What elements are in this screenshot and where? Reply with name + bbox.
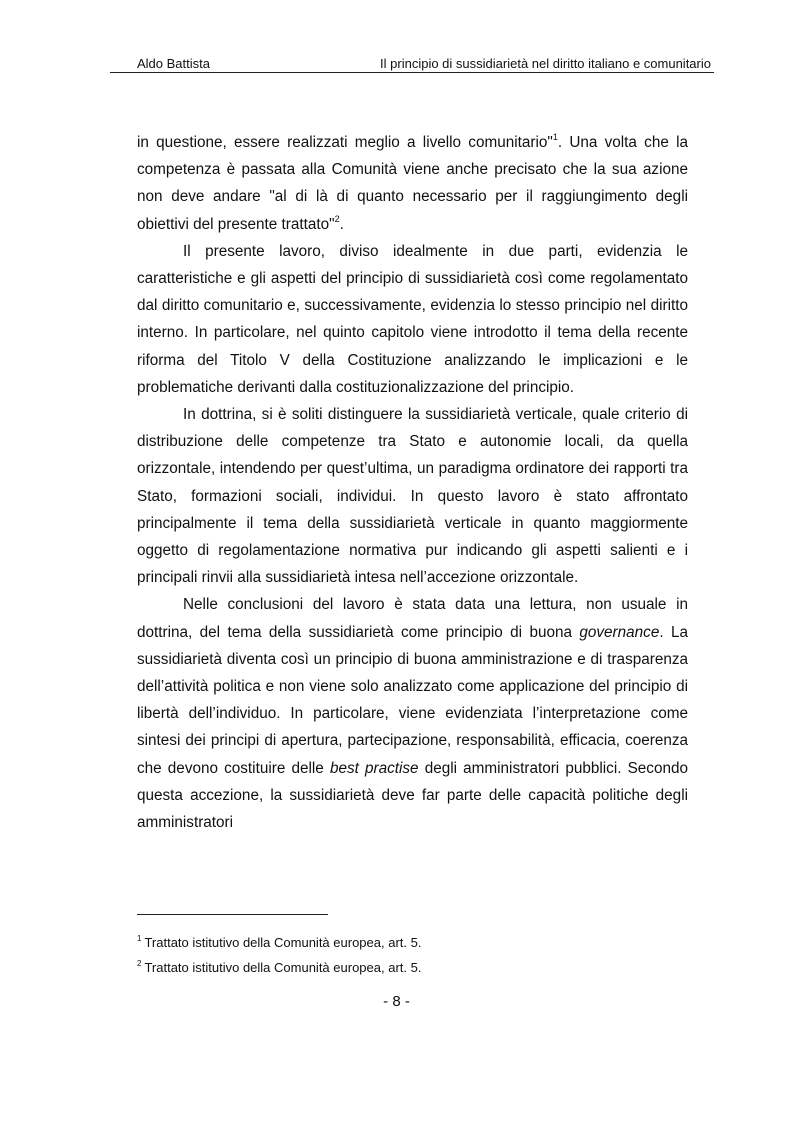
- footnote-2-number: 2: [137, 959, 142, 968]
- paragraph-1-text-c: .: [339, 215, 344, 233]
- header-author: Aldo Battista: [137, 56, 210, 71]
- emphasis-governance: governance: [579, 623, 660, 641]
- paragraph-4: [137, 591, 688, 836]
- footnote-1: [137, 930, 688, 955]
- running-header: [137, 55, 713, 73]
- footnote-2-text: Trattato istitutivo della Comunità europea, art. 5.: [144, 960, 422, 975]
- footnote-1-text: Trattato istitutivo della Comunità europea, art. 5.: [144, 935, 422, 950]
- footnote-ref-2: 2: [334, 213, 340, 224]
- footnote-separator: [137, 914, 328, 915]
- page-number: - 8 -: [383, 993, 410, 1010]
- header-rule: [110, 72, 714, 73]
- paragraph-2: Il presente lavoro, diviso idealmente in due parti, evidenzia le caratteristiche e gli aspetti del principio di sussidiarietà così come regolamentato dal diritto comunitario e, successivamente, evidenzia lo stesso principio nel diritto interno. In particolare, nel quinto capitolo viene introdotto il tema della recente riforma del Titolo V della Costituzione analizzando le implicazioni e le problematiche derivanti dalla costituzionalizzazione del principio.: [137, 242, 688, 396]
- paragraph-1-text-a: in questione, essere realizzati meglio a livello comunitario": [137, 134, 553, 151]
- emphasis-best-practise: best practise: [329, 759, 419, 777]
- footnote-ref-1: 1: [552, 132, 558, 142]
- paragraph-1: [137, 129, 688, 238]
- footnotes: [137, 930, 688, 980]
- paragraph-4-text-b: . La sussidiarietà diventa così un principio di buona amministrazione e di trasparenza dell’attività politica e non viene solo analizzato come applicazione del principio di libertà dell’individuo. In particolare, viene evidenziata l’interpretazione come sintesi dei principi di apertura, partecipazione, responsabilità, efficacia, coerenza che devono costituire delle: [137, 623, 689, 777]
- paragraph-1-text-b: . Una volta che la competenza è passata alla Comunità viene anche precisato che la sua azione non deve andare "al di là di quanto necessario per il raggiungimento degli obiettivi del presente trattato": [137, 134, 688, 233]
- paragraph-4-text-a: Nelle conclusioni del lavoro è stata data una lettura, non usuale in dottrina, del tema della sussidiarietà come principio di buona: [137, 596, 688, 641]
- footnote-2: [137, 955, 688, 980]
- footnote-1-number: 1: [137, 934, 142, 943]
- header-title: Il principio di sussidiarietà nel diritto italiano e comunitario: [380, 56, 711, 71]
- body-text: [137, 129, 688, 836]
- paragraph-4-text-c: degli amministratori pubblici. Secondo questa accezione, la sussidiarietà deve far parte delle capacità politiche degli amministratori: [137, 759, 688, 832]
- paragraph-3: In dottrina, si è soliti distinguere la sussidiarietà verticale, quale criterio di distribuzione delle competenze tra Stato e autonomie locali, da quella orizzontale, intendendo per quest’ultima, un paradigma ordinatore dei rapporti tra Stato, formazioni sociali, individui. In questo lavoro è stato affrontato principalmente il tema della sussidiarietà verticale in quanto maggiormente oggetto di regolamentazione normativa pur indicando gli aspetti salienti e i principali rinvii alla sussidiarietà intesa nell’accezione orizzontale.: [137, 406, 688, 587]
